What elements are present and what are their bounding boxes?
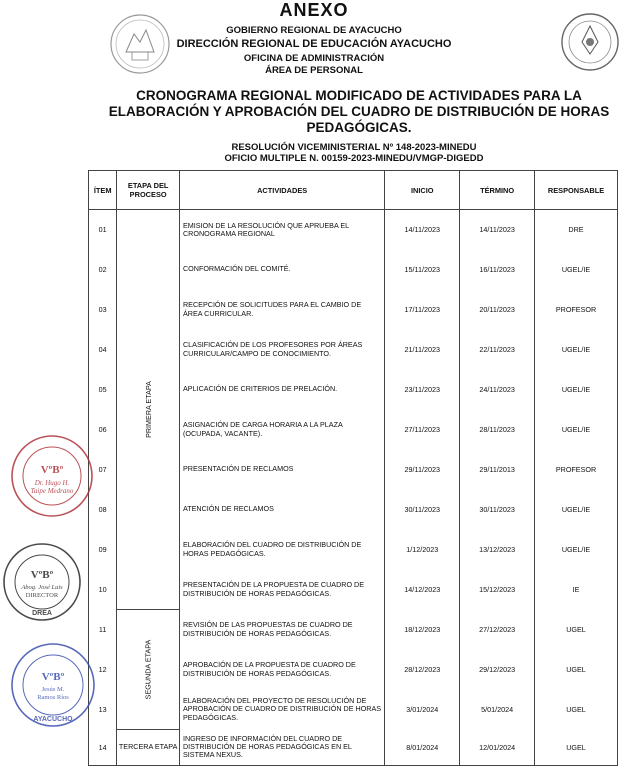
svg-text:DIRECTOR: DIRECTOR [25, 592, 59, 599]
start-date: 14/11/2023 [385, 210, 460, 250]
end-date: 14/11/2023 [460, 210, 535, 250]
end-date: 29/12/2023 [460, 650, 535, 690]
header-end: TÉRMINO [460, 171, 535, 210]
svg-text:VºBº: VºBº [40, 464, 64, 476]
document-title: CRONOGRAMA REGIONAL MODIFICADO DE ACTIVIDADES PARA LA ELABORACIÓN Y APROBACIÓN DEL CUADRO DE DISTRIBUCIÓN DE HORAS PEDAGÓGICAS. [108, 88, 610, 135]
header-stage: ETAPA DEL PROCESO [117, 171, 180, 210]
item-number: 05 [89, 370, 117, 410]
activity-cell: APLICACIÓN DE CRITERIOS DE PRELACIÓN. [179, 370, 384, 410]
end-date: 12/01/2024 [460, 730, 535, 766]
svg-text:VºBº: VºBº [30, 569, 54, 581]
svg-text:Ramos Ríos: Ramos Ríos [37, 694, 69, 701]
administration-approval-stamp [8, 432, 96, 520]
end-date: 20/11/2023 [460, 290, 535, 330]
header-item: ÍTEM [89, 171, 117, 210]
item-number: 11 [89, 610, 117, 650]
end-date: 29/11/2013 [460, 450, 535, 490]
personnel-area-approval-stamp [8, 640, 98, 730]
start-date: 30/11/2023 [385, 490, 460, 530]
item-number: 08 [89, 490, 117, 530]
end-date: 16/11/2023 [460, 250, 535, 290]
end-date: 27/12/2023 [460, 610, 535, 650]
responsible-cell: UGEL [535, 690, 618, 730]
responsible-cell: IE [535, 570, 618, 610]
end-date: 5/01/2024 [460, 690, 535, 730]
government-name: GOBIERNO REGIONAL DE AYACUCHO [226, 25, 402, 36]
table-row [89, 610, 618, 650]
responsible-cell: DRE [535, 210, 618, 250]
start-date: 28/12/2023 [385, 650, 460, 690]
stage-label: PRIMERA ETAPA [143, 381, 153, 438]
item-number: 09 [89, 530, 117, 570]
start-date: 15/11/2023 [385, 250, 460, 290]
table-header-row [89, 171, 618, 210]
header-start: INICIO [385, 171, 460, 210]
svg-text:AYACUCHO: AYACUCHO [33, 716, 73, 723]
activity-cell: ASIGNACIÓN DE CARGA HORARIA A LA PLAZA (OCUPADA, VACANTE). [179, 410, 384, 450]
start-date: 8/01/2024 [385, 730, 460, 766]
stage-label: SEGUNDA ETAPA [143, 639, 153, 700]
activity-cell: RECEPCIÓN DE SOLICITUDES PARA EL CAMBIO DE ÁREA CURRICULAR. [179, 290, 384, 330]
start-date: 1/12/2023 [385, 530, 460, 570]
stage-second [117, 610, 180, 730]
item-number: 13 [89, 690, 117, 730]
responsible-cell: UGEL/IE [535, 530, 618, 570]
activity-cell: PRESENTACIÓN DE LA PROPUESTA DE CUADRO DE DISTRIBUCIÓN DE HORAS PEDAGÓGICAS. [179, 570, 384, 610]
responsible-cell: UGEL/IE [535, 370, 618, 410]
activity-cell: EMISION DE LA RESOLUCIÓN QUE APRUEBA EL CRONOGRAMA REGIONAL [179, 210, 384, 250]
activity-cell: ELABORACIÓN DEL PROYECTO DE RESOLUCIÓN DE APROBACIÓN DE CUADRO DE DISTRIBUCIÓN DE HORAS PEDAGÓGICAS. [179, 690, 384, 730]
svg-text:Jesús M.: Jesús M. [41, 686, 65, 693]
header-activities: ACTIVIDADES [179, 171, 384, 210]
legal-office-approval-stamp [0, 540, 84, 624]
end-date: 28/11/2023 [460, 410, 535, 450]
start-date: 21/11/2023 [385, 330, 460, 370]
header-responsible: RESPONSABLE [535, 171, 618, 210]
end-date: 15/12/2023 [460, 570, 535, 610]
activity-cell: ATENCIÓN DE RECLAMOS [179, 490, 384, 530]
responsible-cell: UGEL/IE [535, 330, 618, 370]
responsible-cell: UGEL/IE [535, 250, 618, 290]
start-date: 17/11/2023 [385, 290, 460, 330]
item-number: 03 [89, 290, 117, 330]
svg-text:Taipe Medrano: Taipe Medrano [30, 487, 74, 495]
activity-cell: ELABORACIÓN DEL CUADRO DE DISTRIBUCIÓN DE HORAS PEDAGÓGICAS. [179, 530, 384, 570]
start-date: 3/01/2024 [385, 690, 460, 730]
item-number: 10 [89, 570, 117, 610]
end-date: 22/11/2023 [460, 330, 535, 370]
responsible-cell: UGEL/IE [535, 410, 618, 450]
start-date: 14/12/2023 [385, 570, 460, 610]
item-number: 01 [89, 210, 117, 250]
stage-first [117, 210, 180, 610]
start-date: 23/11/2023 [385, 370, 460, 410]
activity-cell: PRESENTACIÓN DE RECLAMOS [179, 450, 384, 490]
responsible-cell: PROFESOR [535, 450, 618, 490]
end-date: 30/11/2023 [460, 490, 535, 530]
start-date: 18/12/2023 [385, 610, 460, 650]
start-date: 27/11/2023 [385, 410, 460, 450]
area-name: ÁREA DE PERSONAL [265, 65, 363, 76]
svg-text:VºBº: VºBº [41, 671, 65, 683]
item-number: 04 [89, 330, 117, 370]
table-row [89, 730, 618, 766]
annex-heading: ANEXO [279, 0, 349, 20]
table-row [89, 210, 618, 250]
svg-text:Dr. Hugo H.: Dr. Hugo H. [34, 479, 70, 487]
directorate-name: DIRECCIÓN REGIONAL DE EDUCACIÓN AYACUCHO [176, 38, 452, 50]
responsible-cell: UGEL [535, 730, 618, 766]
end-date: 24/11/2023 [460, 370, 535, 410]
activity-cell: CLASIFICACIÓN DE LOS PROFESORES POR ÁREAS CURRICULAR/CAMPO DE CONOCIMIENTO. [179, 330, 384, 370]
responsible-cell: UGEL [535, 610, 618, 650]
stage-third: TERCERA ETAPA [117, 730, 180, 766]
item-number: 12 [89, 650, 117, 690]
office-name: OFICINA DE ADMINISTRACIÓN [243, 53, 385, 64]
official-letter-line: OFICIO MULTIPLE N. 00159-2023-MINEDU/VMGP-DIGEDD [224, 153, 484, 164]
item-number: 14 [89, 730, 117, 766]
activity-cell: REVISIÓN DE LAS PROPUESTAS DE CUADRO DE DISTRIBUCIÓN DE HORAS PEDAGÓGICAS. [179, 610, 384, 650]
responsible-cell: PROFESOR [535, 290, 618, 330]
schedule-table [88, 170, 618, 766]
svg-text:DREA: DREA [32, 610, 52, 617]
responsible-cell: UGEL [535, 650, 618, 690]
responsible-cell: UGEL/IE [535, 490, 618, 530]
end-date: 13/12/2023 [460, 530, 535, 570]
item-number: 02 [89, 250, 117, 290]
activity-cell: INGRESO DE INFORMACIÓN DEL CUADRO DE DISTRIBUCIÓN DE HORAS PEDAGÓGICAS EN EL SISTEMA NEXUS. [179, 730, 384, 766]
activity-cell: CONFORMACIÓN DEL COMITÉ. [179, 250, 384, 290]
activity-cell: APROBACIÓN DE LA PROPUESTA DE CUADRO DE DISTRIBUCIÓN DE HORAS PEDAGÓGICAS. [179, 650, 384, 690]
start-date: 29/11/2023 [385, 450, 460, 490]
resolution-line: RESOLUCIÓN VICEMINISTERIAL Nº 148-2023-MINEDU [231, 142, 477, 153]
item-number: 06 [89, 410, 117, 450]
item-number: 07 [89, 450, 117, 490]
svg-text:Abog. José Luis: Abog. José Luis [21, 584, 63, 591]
